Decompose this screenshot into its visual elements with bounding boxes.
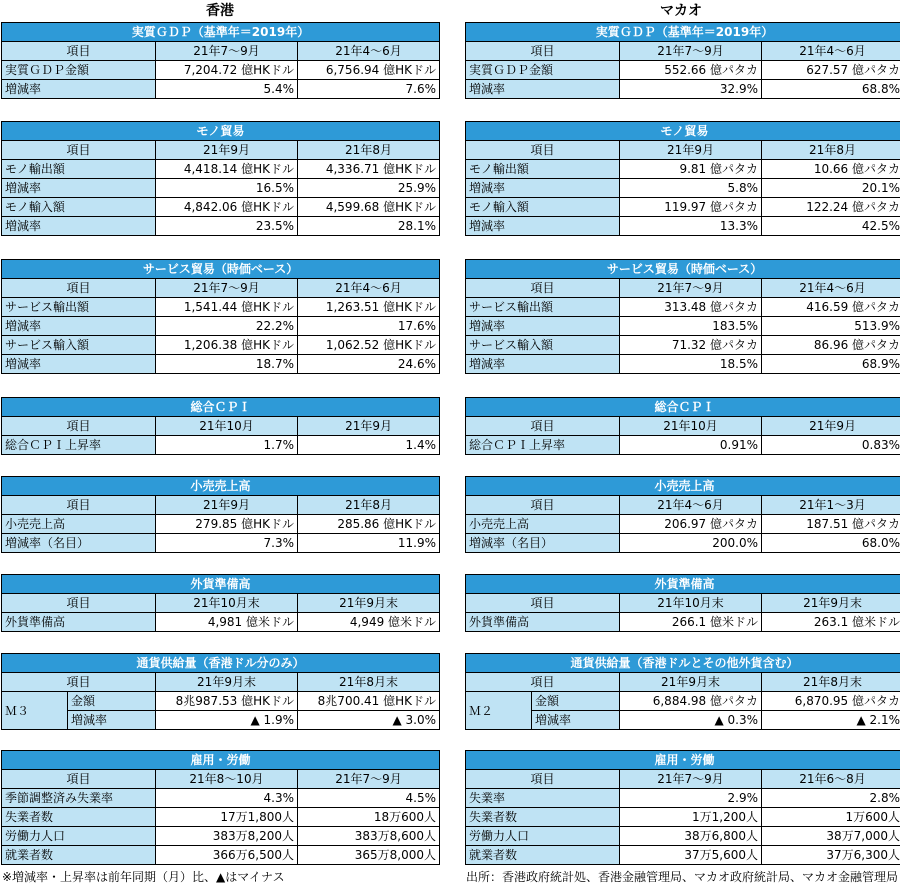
column-header-period: 21年7～9月	[620, 770, 762, 789]
data-cell: 16.5%	[156, 179, 298, 198]
table-title: サービス貿易（時価ベース）	[466, 260, 900, 279]
column-header-item: 項目	[466, 417, 620, 436]
data-cell: 20.1%	[762, 179, 900, 198]
stats-table	[465, 121, 900, 236]
data-cell: 17.6%	[298, 317, 440, 336]
column-header-period: 21年8月	[298, 496, 440, 515]
row-label: 増減率	[2, 317, 156, 336]
row-label: 金額	[532, 692, 620, 711]
row-label: モノ輸入額	[466, 198, 620, 217]
row-label: モノ輸入額	[2, 198, 156, 217]
column-header-period: 21年8月	[298, 141, 440, 160]
mo-trade-table	[465, 121, 900, 236]
data-cell: 6,870.95 億パタカ	[762, 692, 900, 711]
data-cell: ▲ 1.9%	[156, 711, 298, 730]
column-header-item: 項目	[2, 42, 156, 61]
stats-table	[1, 476, 440, 553]
row-label: 労働力人口	[2, 827, 156, 846]
data-cell: 5.4%	[156, 80, 298, 99]
row-label: 増減率	[466, 317, 620, 336]
column-header-period: 21年6～8月	[762, 770, 900, 789]
data-cell: 18.5%	[620, 355, 762, 374]
data-cell: 4,949 億米ドル	[298, 613, 440, 632]
data-cell: 9.81 億パタカ	[620, 160, 762, 179]
stats-table	[1, 259, 440, 374]
row-label: 増減率	[2, 80, 156, 99]
row-label: 総合ＣＰＩ上昇率	[2, 436, 156, 455]
data-cell: 627.57 億パタカ	[762, 61, 900, 80]
data-cell: 37万6,300人	[762, 846, 900, 865]
data-cell: 0.83%	[762, 436, 900, 455]
data-cell: 68.8%	[762, 80, 900, 99]
table-title: 雇用・労働	[466, 751, 900, 770]
mo-money-table	[465, 653, 900, 730]
column-header-period: 21年10月	[156, 417, 298, 436]
data-cell: ▲ 3.0%	[298, 711, 440, 730]
column-header-period: 21年7～9月	[156, 42, 298, 61]
column-header-period: 21年4～6月	[620, 496, 762, 515]
hk-trade-table	[1, 121, 439, 236]
data-cell: 25.9%	[298, 179, 440, 198]
data-cell: 18.7%	[156, 355, 298, 374]
data-cell: 28.1%	[298, 217, 440, 236]
column-header-period: 21年8月末	[298, 673, 440, 692]
row-label: 増減率	[466, 355, 620, 374]
data-cell: 206.97 億パタカ	[620, 515, 762, 534]
table-title: 外貨準備高	[2, 575, 440, 594]
data-cell: 4,842.06 億HKドル	[156, 198, 298, 217]
data-cell: 6,756.94 億HKドル	[298, 61, 440, 80]
data-cell: 285.86 億HKドル	[298, 515, 440, 534]
column-header-period: 21年8月末	[762, 673, 900, 692]
column-header-item: 項目	[2, 673, 156, 692]
data-cell: 119.97 億パタカ	[620, 198, 762, 217]
row-label: モノ輸出額	[466, 160, 620, 179]
data-cell: 1.4%	[298, 436, 440, 455]
money-aggregate-label: Ｍ３	[2, 692, 68, 730]
data-cell: 4.3%	[156, 789, 298, 808]
data-cell: 13.3%	[620, 217, 762, 236]
column-header-period: 21年4～6月	[762, 279, 900, 298]
row-label: 増減率	[2, 355, 156, 374]
hk-retail-table	[1, 476, 439, 553]
mo-cpi-table	[465, 397, 900, 455]
table-title: 総合ＣＰＩ	[466, 398, 900, 417]
data-cell: 17万1,800人	[156, 808, 298, 827]
data-cell: 1,263.51 億HKドル	[298, 298, 440, 317]
row-label: 増減率	[466, 179, 620, 198]
region-title-macau: マカオ	[660, 3, 702, 19]
data-cell: 263.1 億米ドル	[762, 613, 900, 632]
row-label: 増減率	[2, 179, 156, 198]
stats-table	[465, 476, 900, 553]
column-header-item: 項目	[2, 594, 156, 613]
column-header-item: 項目	[2, 141, 156, 160]
stats-table	[465, 259, 900, 374]
hk-gdp-table	[1, 22, 439, 99]
data-cell: ▲ 2.1%	[762, 711, 900, 730]
data-cell: 10.66 億パタカ	[762, 160, 900, 179]
data-cell: 68.9%	[762, 355, 900, 374]
data-cell: 38万6,800人	[620, 827, 762, 846]
row-label: 増減率	[2, 217, 156, 236]
stats-table	[1, 121, 440, 236]
hong-kong-column	[1, 0, 439, 862]
column-header-period: 21年9月末	[298, 594, 440, 613]
data-cell: 5.8%	[620, 179, 762, 198]
data-cell: 11.9%	[298, 534, 440, 553]
table-title: 外貨準備高	[466, 575, 900, 594]
stats-table	[465, 397, 900, 455]
column-header-item: 項目	[466, 42, 620, 61]
data-cell: 71.32 億パタカ	[620, 336, 762, 355]
data-cell: 4,418.14 億HKドル	[156, 160, 298, 179]
data-cell: 23.5%	[156, 217, 298, 236]
table-title: 通貨供給量（香港ドルとその他外貨含む）	[466, 654, 900, 673]
stats-table	[465, 22, 900, 99]
column-header-period: 21年7～9月	[156, 279, 298, 298]
column-header-period: 21年4～6月	[762, 42, 900, 61]
mo-labor-table	[465, 750, 900, 865]
column-header-period: 21年10月末	[620, 594, 762, 613]
data-cell: 37万5,600人	[620, 846, 762, 865]
row-label: サービス輸出額	[2, 298, 156, 317]
stats-table	[1, 22, 440, 99]
data-cell: 122.24 億パタカ	[762, 198, 900, 217]
row-label: 増減率	[466, 217, 620, 236]
column-header-period: 21年8月	[762, 141, 900, 160]
row-label: サービス輸入額	[2, 336, 156, 355]
column-header-period: 21年9月	[298, 417, 440, 436]
mo-gdp-table	[465, 22, 900, 99]
column-header-period: 21年9月末	[762, 594, 900, 613]
data-cell: 4,981 億米ドル	[156, 613, 298, 632]
column-header-item: 項目	[2, 417, 156, 436]
row-label: 就業者数	[466, 846, 620, 865]
data-cell: 38万7,000人	[762, 827, 900, 846]
row-label: 増減率	[466, 80, 620, 99]
column-header-item: 項目	[2, 770, 156, 789]
data-cell: 279.85 億HKドル	[156, 515, 298, 534]
mo-retail-table	[465, 476, 900, 553]
column-header-period: 21年9月	[762, 417, 900, 436]
data-cell: 365万8,000人	[298, 846, 440, 865]
hk-labor-table	[1, 750, 439, 865]
data-cell: 313.48 億パタカ	[620, 298, 762, 317]
column-header-period: 21年10月	[620, 417, 762, 436]
column-header-period: 21年7～9月	[298, 770, 440, 789]
column-header-item: 項目	[466, 673, 620, 692]
data-cell: 42.5%	[762, 217, 900, 236]
row-label: 金額	[68, 692, 156, 711]
table-title: モノ貿易	[2, 122, 440, 141]
table-title: 実質ＧＤＰ（基準年＝2019年）	[2, 23, 440, 42]
row-label: 実質ＧＤＰ金額	[2, 61, 156, 80]
stats-table	[1, 397, 440, 455]
column-header-item: 項目	[466, 770, 620, 789]
row-label: モノ輸出額	[2, 160, 156, 179]
row-label: サービス輸入額	[466, 336, 620, 355]
column-header-period: 21年7～9月	[620, 279, 762, 298]
data-cell: 1,062.52 億HKドル	[298, 336, 440, 355]
data-cell: 2.8%	[762, 789, 900, 808]
mo-service-table	[465, 259, 900, 374]
column-header-period: 21年9月	[620, 141, 762, 160]
source-note: 出所：香港政府統計処、香港金融管理局、マカオ政府統計局、マカオ金融管理局	[465, 870, 898, 884]
data-cell: 513.9%	[762, 317, 900, 336]
row-label: 増減率（名目）	[466, 534, 620, 553]
data-cell: ▲ 0.3%	[620, 711, 762, 730]
row-label: 増減率	[532, 711, 620, 730]
row-label: サービス輸出額	[466, 298, 620, 317]
table-title: サービス貿易（時価ベース）	[2, 260, 440, 279]
data-cell: 1,541.44 億HKドル	[156, 298, 298, 317]
data-cell: 2.9%	[620, 789, 762, 808]
money-aggregate-label: Ｍ２	[466, 692, 532, 730]
stats-table	[465, 750, 900, 865]
stats-table	[1, 574, 440, 632]
row-label: 季節調整済み失業率	[2, 789, 156, 808]
column-header-item: 項目	[2, 496, 156, 515]
column-header-period: 21年7～9月	[620, 42, 762, 61]
column-header-period: 21年9月	[156, 141, 298, 160]
data-cell: 68.0%	[762, 534, 900, 553]
row-label: 小売売上高	[2, 515, 156, 534]
data-cell: 7,204.72 億HKドル	[156, 61, 298, 80]
data-cell: 383万8,200人	[156, 827, 298, 846]
row-label: 失業率	[466, 789, 620, 808]
data-cell: 8兆700.41 億HKドル	[298, 692, 440, 711]
row-label: 増減率	[68, 711, 156, 730]
data-cell: 187.51 億パタカ	[762, 515, 900, 534]
column-header-period: 21年4～6月	[298, 42, 440, 61]
mo-reserve-table	[465, 574, 900, 632]
region-title-hong-kong: 香港	[206, 3, 234, 19]
table-title: 通貨供給量（香港ドル分のみ）	[2, 654, 440, 673]
data-cell: 1万600人	[762, 808, 900, 827]
row-label: 小売売上高	[466, 515, 620, 534]
column-header-period: 21年9月末	[156, 673, 298, 692]
stats-table	[1, 653, 440, 730]
row-label: 実質ＧＤＰ金額	[466, 61, 620, 80]
data-cell: 383万8,600人	[298, 827, 440, 846]
data-cell: 18万600人	[298, 808, 440, 827]
stats-table	[465, 653, 900, 730]
footnote: ※増減率・上昇率は前年同期（月）比、▲はマイナス	[2, 870, 285, 884]
data-cell: 22.2%	[156, 317, 298, 336]
table-title: モノ貿易	[466, 122, 900, 141]
stats-table	[465, 574, 900, 632]
data-cell: 4.5%	[298, 789, 440, 808]
data-cell: 200.0%	[620, 534, 762, 553]
data-cell: 4,336.71 億HKドル	[298, 160, 440, 179]
hk-reserve-table	[1, 574, 439, 632]
row-label: 総合ＣＰＩ上昇率	[466, 436, 620, 455]
data-cell: 4,599.68 億HKドル	[298, 198, 440, 217]
data-cell: 8兆987.53 億HKドル	[156, 692, 298, 711]
row-label: 外貨準備高	[2, 613, 156, 632]
column-header-item: 項目	[466, 594, 620, 613]
row-label: 失業者数	[2, 808, 156, 827]
data-cell: 24.6%	[298, 355, 440, 374]
row-label: 増減率（名目）	[2, 534, 156, 553]
data-cell: 86.96 億パタカ	[762, 336, 900, 355]
macau-column	[465, 0, 900, 862]
column-header-period: 21年4～6月	[298, 279, 440, 298]
hk-service-table	[1, 259, 439, 374]
column-header-period: 21年9月	[156, 496, 298, 515]
column-header-item: 項目	[466, 141, 620, 160]
data-cell: 6,884.98 億パタカ	[620, 692, 762, 711]
data-cell: 32.9%	[620, 80, 762, 99]
hk-cpi-table	[1, 397, 439, 455]
table-title: 小売売上高	[2, 477, 440, 496]
data-cell: 552.66 億パタカ	[620, 61, 762, 80]
data-cell: 7.6%	[298, 80, 440, 99]
column-header-period: 21年10月末	[156, 594, 298, 613]
row-label: 失業者数	[466, 808, 620, 827]
row-label: 就業者数	[2, 846, 156, 865]
data-cell: 1,206.38 億HKドル	[156, 336, 298, 355]
data-cell: 1万1,200人	[620, 808, 762, 827]
column-header-item: 項目	[466, 279, 620, 298]
stats-table	[1, 750, 440, 865]
column-header-item: 項目	[2, 279, 156, 298]
column-header-period: 21年8～10月	[156, 770, 298, 789]
data-cell: 1.7%	[156, 436, 298, 455]
table-title: 雇用・労働	[2, 751, 440, 770]
data-cell: 7.3%	[156, 534, 298, 553]
data-cell: 366万6,500人	[156, 846, 298, 865]
data-cell: 266.1 億米ドル	[620, 613, 762, 632]
row-label: 外貨準備高	[466, 613, 620, 632]
row-label: 労働力人口	[466, 827, 620, 846]
table-title: 総合ＣＰＩ	[2, 398, 440, 417]
column-header-item: 項目	[466, 496, 620, 515]
table-title: 小売売上高	[466, 477, 900, 496]
data-cell: 0.91%	[620, 436, 762, 455]
table-title: 実質ＧＤＰ（基準年＝2019年）	[466, 23, 900, 42]
column-header-period: 21年1～3月	[762, 496, 900, 515]
data-cell: 183.5%	[620, 317, 762, 336]
hk-money-table	[1, 653, 439, 730]
data-cell: 416.59 億パタカ	[762, 298, 900, 317]
column-header-period: 21年9月末	[620, 673, 762, 692]
